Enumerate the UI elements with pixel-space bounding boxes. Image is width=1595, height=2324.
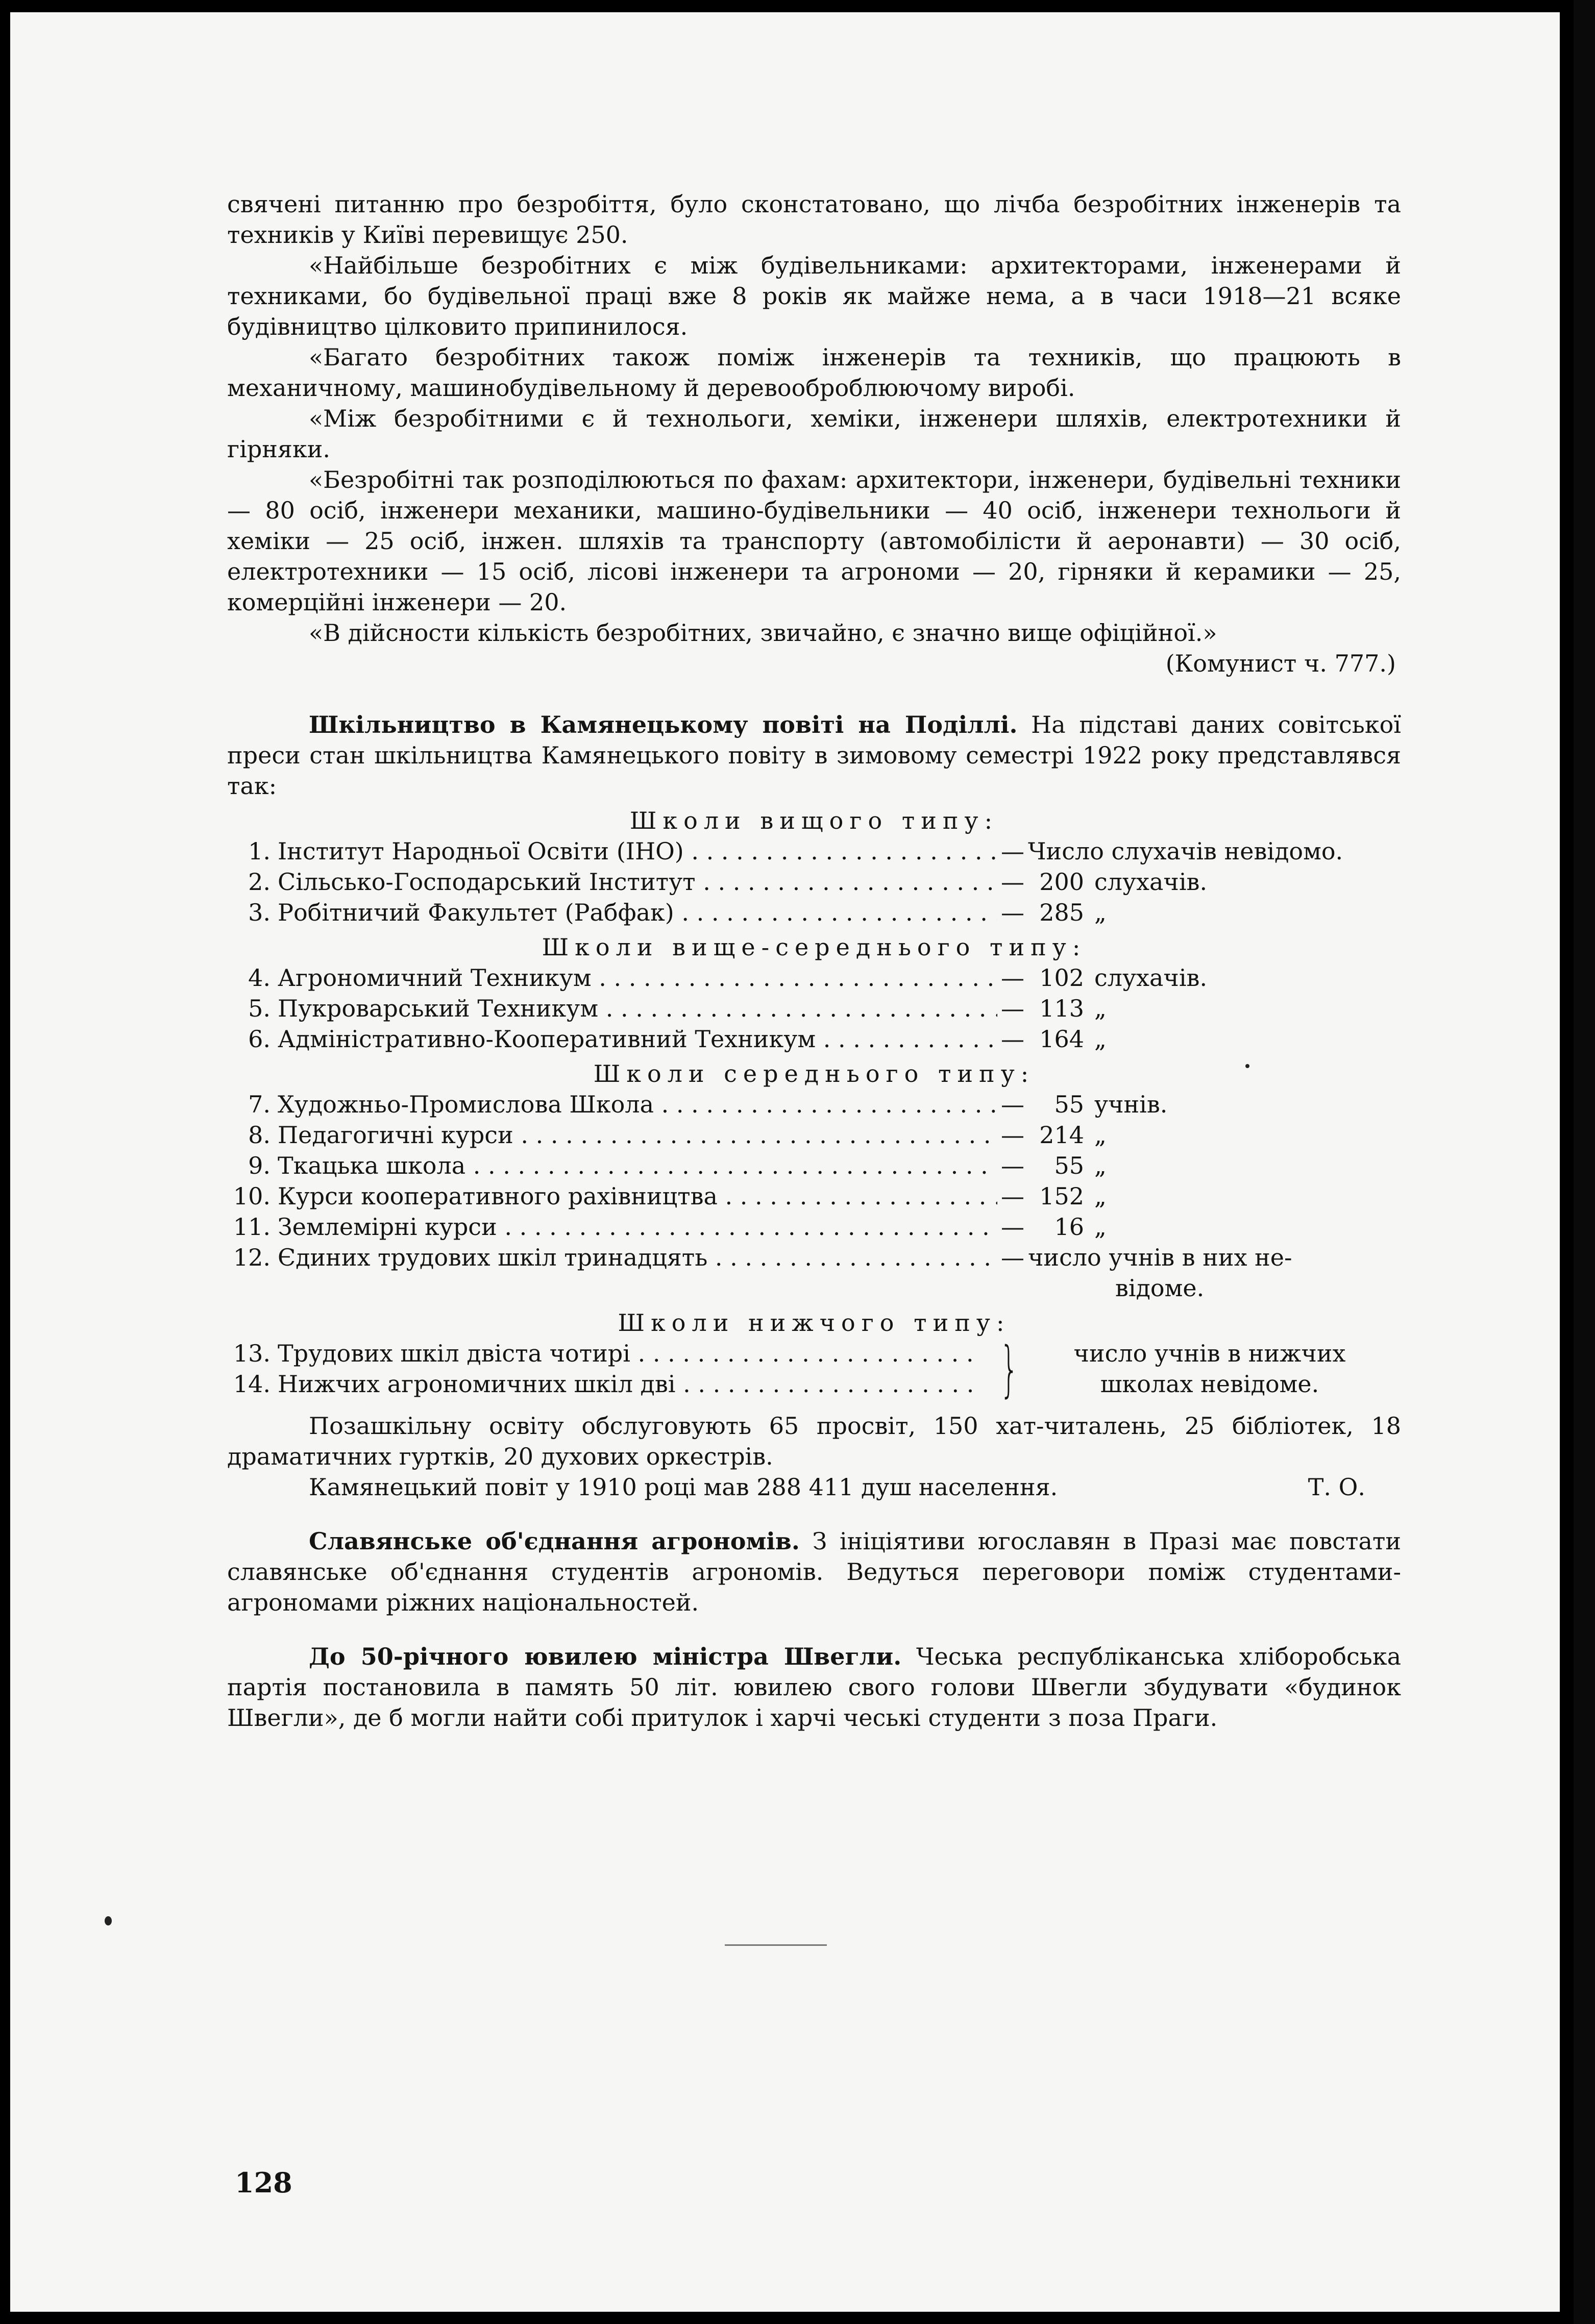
list-item: 1. Інститут Народньої Освіти (ІНО) . . . — Число слухачів невідомо.	[227, 836, 1401, 867]
lower-schools-block	[227, 1333, 1401, 1404]
list-item: 9. Ткацька школа . . . — 55 „	[227, 1150, 1401, 1181]
paragraph: «Між безробітними є й технольоги, хеміки, інженери шляхів, електротехники й гірняки.	[227, 405, 1401, 463]
jubilee-section: До 50-річного ювилею міністра Швегли. Чеська республіканська хліборобська партія постановила в память 50 літ. ювилею свого голови Швегли збудувати «будинок Швегли», де б могли найти собі притулок і харчі чеські студенти з поза Праги.	[227, 1643, 1401, 1732]
section-intro: На підставі даних совітської преси стан шкільництва Камянецького повіту в зимовому семестрі 1922 року представлявся так:	[227, 711, 1401, 800]
paragraph: «Безробітні так розподілюються по фахам: архитектори, інженери, будівельні техники — 80 осіб, інженери механики, машино-будівельники — 40 осіб, інженери технольоги й хеміки — 25 осіб, інжен. шляхів та транспорту (автомобілісти й аеронавти) — 30 осіб, електротехники — 15 осіб, лісові інженери та агрономи — 20, гірняки й керамики — 25, комерційні інженери — 20.	[227, 466, 1401, 616]
schools-section	[227, 709, 1401, 801]
paragraph: Позашкільну освіту обслуговують 65 просвіт, 150 хат-читалень, 25 бібліотек, 18 драматичних гуртків, 20 духових оркестрів.	[227, 1412, 1401, 1470]
list-item: 4. Агрономичний Техникум . . . — 102 слухачів.	[227, 962, 1401, 993]
paragraph: «Багато безробітних також поміж інженерів та техників, що працюють в механичному, машинобудівельному й деревооброблюючому виробі.	[227, 343, 1401, 402]
list-item: 14. Нижчих агрономичних шкіл дві . . .	[227, 1369, 1401, 1399]
heading-upper-secondary: Школи вище-середнього типу:	[542, 933, 1087, 961]
list-item: 3. Робітничий Факультет (Рабфак) . . . — 285 „	[227, 897, 1401, 928]
section-title: До 50-річного ювилею міністра Швегли.	[309, 1643, 902, 1670]
paragraph: «В дійсности кількість безробітних, звичайно, є значно вище офіційної.»	[309, 619, 1217, 647]
page-content	[227, 189, 1401, 1733]
brace-icon: }	[999, 1333, 1019, 1404]
heading-higher: Школи вищого типу:	[629, 807, 999, 834]
scan-speck	[105, 1916, 112, 1925]
list-item: 11. Землемірні курси . . . — 16 „	[227, 1212, 1401, 1242]
list-item: 6. Адміністративно-Кооперативний Техникум . . . — 164 „	[227, 1024, 1401, 1054]
list-item: 2. Сільсько-Господарський Інститут . . . — 200 слухачів.	[227, 867, 1401, 897]
list-item: 8. Педагогичні курси . . . — 214 „	[227, 1120, 1401, 1150]
scan-edge	[1574, 0, 1595, 2324]
list-item-continuation: відоме.	[1115, 1274, 1205, 1302]
page-number: 128	[235, 2166, 292, 2199]
lower-note: число учнів в нижчих школах невідоме.	[1073, 1340, 1346, 1398]
paragraph: «Найбільше безробітних є між будівельниками: архитекторами, інженерами й техниками, бо будівельної праці вже 8 років як майже нема, а в часи 1918—21 всяке будівництво цілковито припинилося.	[227, 252, 1401, 340]
heading-secondary: Школи середнього типу:	[593, 1060, 1035, 1087]
list-item: 10. Курси кооперативного рахівництва . . . — 152 „	[227, 1181, 1401, 1212]
list-item: 13. Трудових шкіл двіста чотирі . . .	[227, 1338, 1401, 1369]
author-initials: Т. О.	[1308, 1473, 1365, 1501]
population-line: Камянецький повіт у 1910 році мав 288 411 душ населення. Т. О.	[227, 1472, 1401, 1502]
slavic-section: Славянське об'єднання агрономів. З ініціятиви югославян в Празі має повстати славянське об'єднання студентів агрономів. Ведуться переговори поміж студентами-агрономами ріжних національностей.	[227, 1527, 1401, 1616]
section-title: Шкільництво в Камянецькому повіті на Поділлі.	[309, 711, 1018, 738]
section-divider	[725, 1944, 827, 1946]
list-item: 5. Пукроварський Техникум . . . — 113 „	[227, 993, 1401, 1024]
heading-lower: Школи нижчого типу:	[618, 1309, 1011, 1337]
section-title: Славянське об'єднання агрономів.	[309, 1527, 800, 1555]
scan-speck	[1245, 1064, 1249, 1068]
list-item: 12. Єдиних трудових шкіл тринадцять . . . — число учнів в них не-	[227, 1242, 1401, 1273]
paragraph: свячені питанню про безробіття, було сконстатовано, що лічба безробітних інженерів та техників у Київі перевищує 250.	[227, 190, 1401, 249]
list-item: 7. Художньо-Промислова Школа . . . — 55 учнів.	[227, 1089, 1401, 1120]
source-note: (Комунист ч. 777.)	[1165, 650, 1396, 677]
